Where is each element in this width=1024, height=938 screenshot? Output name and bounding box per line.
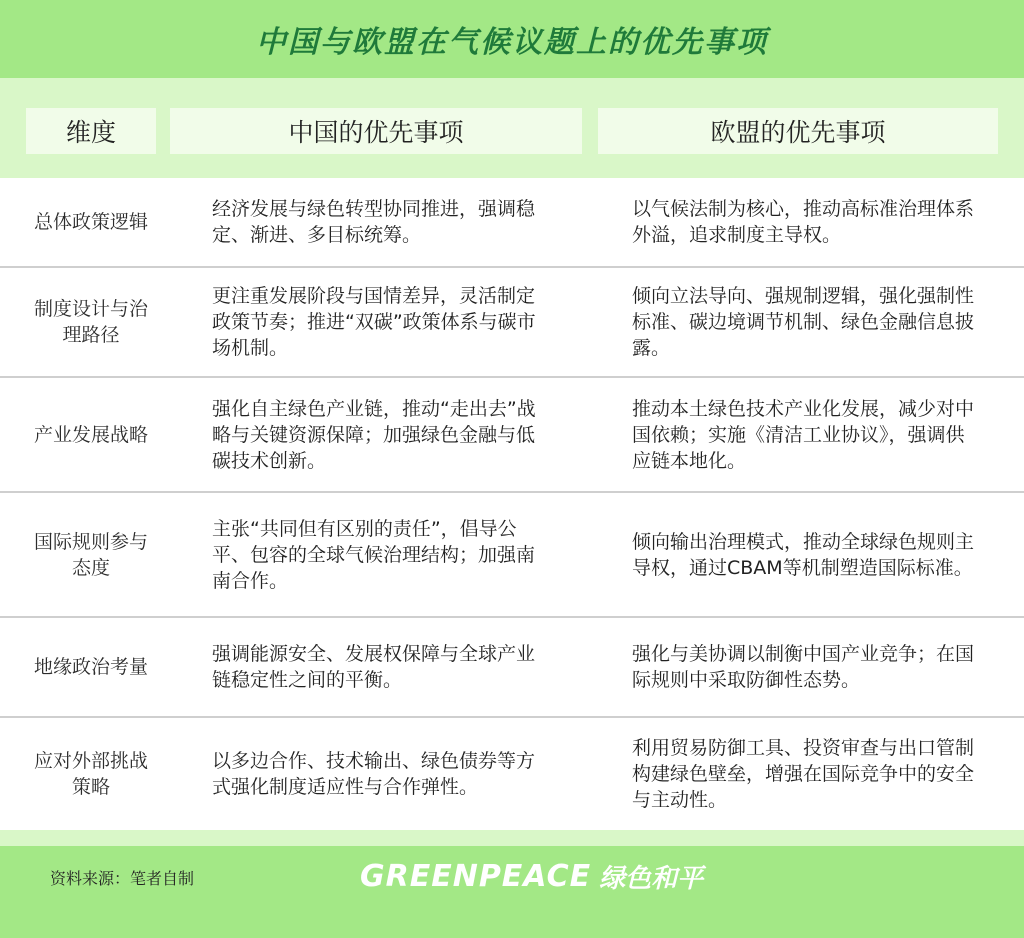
dimension-cell: 制度设计与治理路径 — [33, 298, 148, 346]
source-note: 资料来源：笔者自制 — [50, 869, 195, 888]
china-cell: 经济发展与绿色转型协同推进，强调稳定、渐进、多目标统筹。 — [212, 198, 536, 246]
eu-cell: 以气候法制为核心，推动高标准治理体系外溢，追求制度主导权。 — [632, 198, 975, 246]
eu-cell: 倾向输出治理模式，推动全球绿色规则主导权，通过CBAM等机制塑造国际标准。 — [632, 530, 975, 579]
header-china: 中国的优先事项 — [170, 108, 582, 154]
china-cell: 以多边合作、技术输出、绿色债券等方式强化制度适应性与合作弹性。 — [212, 750, 536, 798]
eu-cell: 利用贸易防御工具、投资审查与出口管制构建绿色壁垒，增强在国际竞争中的安全与主动性。 — [632, 737, 975, 811]
header-dimension: 维度 — [26, 108, 156, 154]
greenpeace-logo — [360, 858, 703, 895]
title-bar — [0, 0, 1024, 78]
china-cell: 强化自主绿色产业链，推动“走出去”战略与关键资源保障；加强绿色金融与低碳技术创新。 — [212, 397, 536, 472]
dimension-cell: 应对外部挑战策略 — [33, 750, 148, 798]
eu-cell: 倾向立法导向、强规制逻辑，强化强制性标准、碳边境调节机制、绿色金融信息披露。 — [632, 285, 975, 359]
table-row — [0, 378, 1024, 493]
dimension-cell: 总体政策逻辑 — [33, 211, 148, 233]
china-cell: 强调能源安全、发展权保障与全球产业链稳定性之间的平衡。 — [212, 643, 536, 691]
table-row — [0, 618, 1024, 718]
dimension-cell: 产业发展战略 — [33, 423, 148, 446]
table-row — [0, 178, 1024, 268]
eu-cell: 推动本土绿色技术产业化发展，减少对中国依赖；实施《清洁工业协议》，强调供应链本地化。 — [632, 397, 975, 472]
footer — [0, 830, 1024, 938]
table-header — [0, 78, 1024, 178]
dimension-cell: 国际规则参与态度 — [33, 530, 148, 579]
table-body — [0, 178, 1024, 830]
page-title: 中国与欧盟在气候议题上的优先事项 — [256, 25, 768, 60]
table-row — [0, 718, 1024, 830]
china-cell: 主张“共同但有区别的责任”，倡导公平、包容的全球气候治理结构；加强南南合作。 — [212, 517, 536, 592]
eu-cell: 强化与美协调以制衡中国产业竞争；在国际规则中采取防御性态势。 — [632, 643, 975, 691]
header-eu: 欧盟的优先事项 — [598, 108, 998, 154]
logo-text-en: GREENPEACE — [360, 859, 592, 894]
table-row — [0, 493, 1024, 618]
footer-strip — [0, 830, 1024, 846]
table-row — [0, 268, 1024, 378]
china-cell: 更注重发展阶段与国情差异，灵活制定政策节奏；推进“双碳”政策体系与碳市场机制。 — [212, 285, 536, 359]
logo-text-cn: 绿色和平 — [599, 864, 704, 894]
dimension-cell: 地缘政治考量 — [33, 656, 148, 678]
